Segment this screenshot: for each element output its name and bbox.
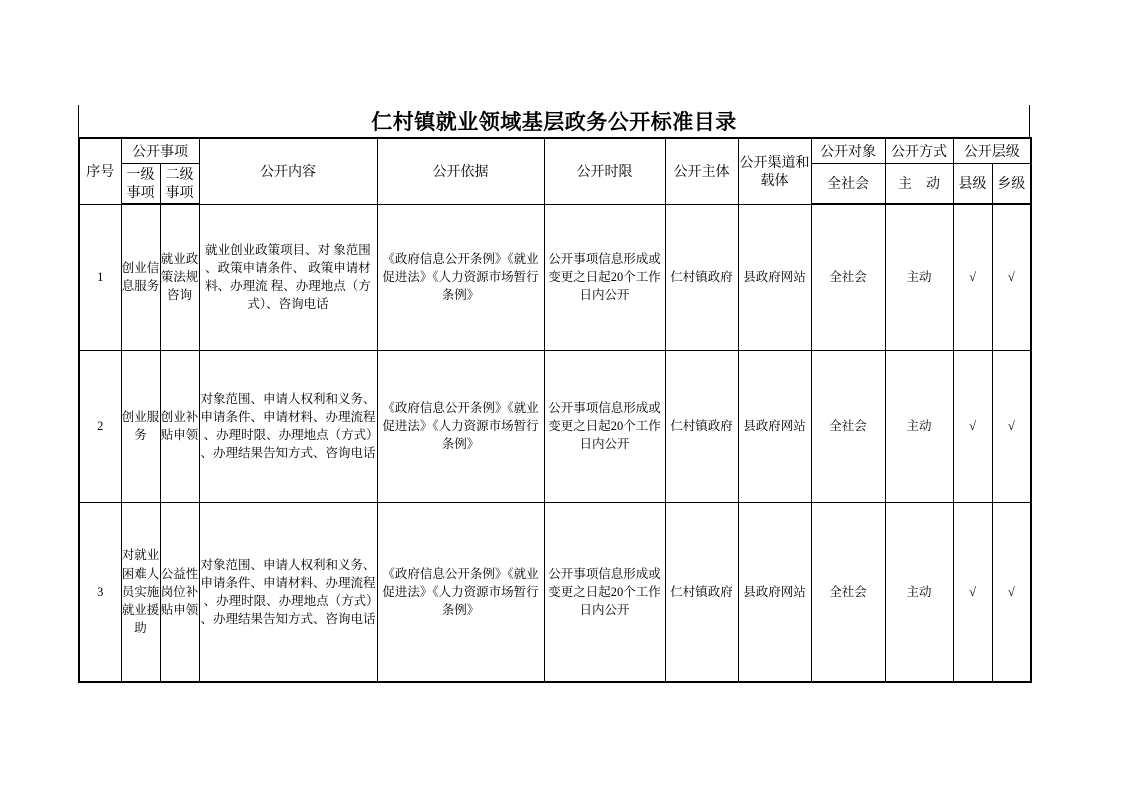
cell-level2-matter: 公益性岗位补贴申领: [160, 502, 199, 682]
cell-channel: 县政府网站: [738, 204, 811, 350]
col-header-level-township: 乡级: [992, 163, 1031, 204]
col-header-matter-level1: 一级事项: [121, 163, 160, 204]
doc-title: 仁村镇就业领域基层政务公开标准目录: [78, 105, 1030, 137]
cell-subject: 仁村镇政府: [665, 204, 738, 350]
col-header-basis: 公开依据: [377, 138, 544, 204]
cell-time-limit: 公开事项信息形成或变更之日起20个工作日内公开: [544, 350, 665, 502]
col-header-method: 公开方式: [885, 138, 953, 163]
disclosure-table: [78, 137, 1032, 683]
col-header-audience: 公开对象: [811, 138, 885, 163]
cell-county-check: √: [953, 502, 992, 682]
disclosure-standard-sheet: [78, 105, 1030, 683]
cell-audience: 全社会: [811, 204, 885, 350]
cell-method: 主动: [885, 502, 953, 682]
col-header-level: 公开层级: [953, 138, 1031, 163]
col-header-level-county: 县级: [953, 163, 992, 204]
cell-serial: 2: [79, 350, 121, 502]
cell-subject: 仁村镇政府: [665, 502, 738, 682]
col-header-matter-group: 公开事项: [121, 138, 199, 163]
cell-level2-matter: 创业补贴申领: [160, 350, 199, 502]
table-row: [79, 204, 1031, 350]
cell-township-check: √: [992, 204, 1031, 350]
header-row-top: [79, 138, 1031, 163]
cell-basis: 《政府信息公开条例》《就业促进法》《人力资源市场暂行条例》: [377, 502, 544, 682]
cell-content: 就业创业政策项目、对 象范围、政策申请条件、 政策申请材料、办理流 程、办理地点（方式）、咨询电话: [199, 204, 377, 350]
cell-audience: 全社会: [811, 350, 885, 502]
cell-time-limit: 公开事项信息形成或变更之日起20个工作日内公开: [544, 502, 665, 682]
col-header-serial: 序号: [79, 138, 121, 204]
cell-subject: 仁村镇政府: [665, 350, 738, 502]
cell-level1-matter: 对就业困难人员实施就业援助: [121, 502, 160, 682]
col-header-method-value: 主 动: [885, 163, 953, 204]
cell-county-check: √: [953, 204, 992, 350]
cell-serial: 3: [79, 502, 121, 682]
cell-basis: 《政府信息公开条例》《就业促进法》《人力资源市场暂行条例》: [377, 204, 544, 350]
col-header-content: 公开内容: [199, 138, 377, 204]
cell-level1-matter: 创业服务: [121, 350, 160, 502]
table-row: [79, 350, 1031, 502]
cell-audience: 全社会: [811, 502, 885, 682]
cell-county-check: √: [953, 350, 992, 502]
cell-time-limit: 公开事项信息形成或变更之日起20个工作日内公开: [544, 204, 665, 350]
cell-basis: 《政府信息公开条例》《就业促进法》《人力资源市场暂行条例》: [377, 350, 544, 502]
col-header-audience-value: 全社会: [811, 163, 885, 204]
col-header-channel: 公开渠道和载体: [738, 138, 811, 204]
cell-level2-matter: 就业政策法规咨询: [160, 204, 199, 350]
col-header-subject: 公开主体: [665, 138, 738, 204]
cell-level1-matter: 创业信息服务: [121, 204, 160, 350]
table-row: [79, 502, 1031, 682]
cell-content: 对象范围、申请人权利和义务、申请条件、申请材料、办理流程、办理时限、办理地点（方式）、办理结果告知方式、咨询电话: [199, 502, 377, 682]
cell-township-check: √: [992, 502, 1031, 682]
cell-serial: 1: [79, 204, 121, 350]
cell-method: 主动: [885, 204, 953, 350]
col-header-matter-level2: 二级事项: [160, 163, 199, 204]
cell-township-check: √: [992, 350, 1031, 502]
cell-method: 主动: [885, 350, 953, 502]
cell-content: 对象范围、申请人权利和义务、申请条件、申请材料、办理流程、办理时限、办理地点（方式）、办理结果告知方式、咨询电话: [199, 350, 377, 502]
cell-channel: 县政府网站: [738, 502, 811, 682]
col-header-time-limit: 公开时限: [544, 138, 665, 204]
cell-channel: 县政府网站: [738, 350, 811, 502]
